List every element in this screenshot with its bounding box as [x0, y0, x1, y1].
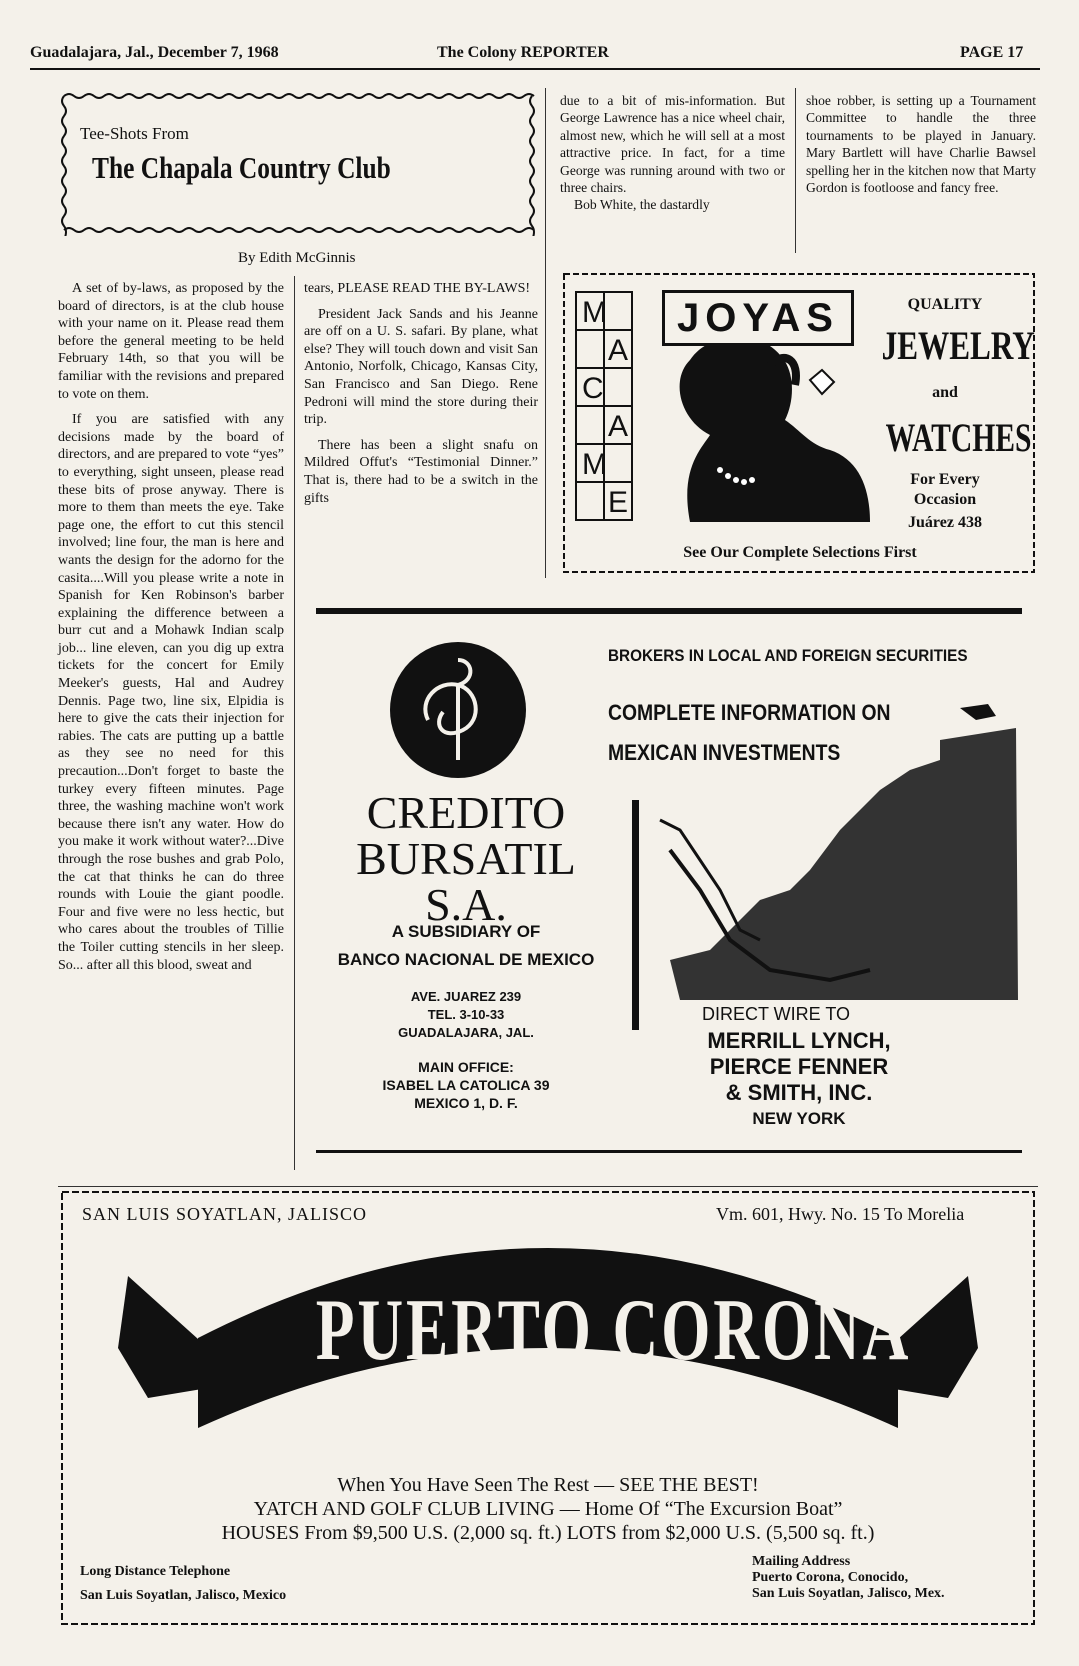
article-column-3	[560, 92, 785, 222]
macame-letter: A	[607, 334, 628, 367]
paragraph: shoe robber, is setting up a Tournament Committee to handle the three tournaments to be played in January. Mary Bartlett will have Charlie Bawsel spelling her in the kitchen now that Marty Gordon is footloose and fancy free.	[806, 93, 1036, 196]
dateline: Guadalajara, Jal., December 7, 1968	[30, 44, 279, 61]
paragraph: due to a bit of mis-information. But George Lawrence has a nice wheel chair, almost new, which he will sell at a most attractive price. In fact, for a time George was running around with two or three chairs.	[560, 93, 785, 196]
credito-address	[316, 988, 616, 1042]
info-line-2: MEXICAN INVESTMENTS	[608, 740, 841, 765]
paragraph: President Jack Sands and his Jeanne are off on a U. S. safari. By plane, what else? They will touch down and visit San Antonio, Norfolk, Chicago, Kansas City, San Francisco and San Diego. Rene Pedroni will mind the store during their trip.	[304, 306, 538, 428]
puerto-phone	[80, 1560, 286, 1608]
firm-line: MERRILL LYNCH,	[707, 1028, 891, 1053]
office-line: ISABEL LA CATOLICA 39	[382, 1077, 550, 1093]
paragraph: A set of by-laws, as proposed by the board of directors, is at the club house with your name on it. Please read them before the general meeting to be held February 14th, so that you will be familiar with the revisions and prepared to vote on them.	[58, 281, 284, 402]
puerto-line-2: YATCH AND GOLF CLUB LIVING — Home Of “The Excursion Boat”	[253, 1498, 843, 1520]
credito-name	[316, 787, 616, 930]
paragraph: There has been a slight snafu on Mildred Offut's “Testimonial Dinner.” That is, there had to be a switch in the gifts	[304, 437, 538, 506]
article-column-4	[806, 92, 1036, 204]
credito-logo	[388, 640, 528, 780]
ad-address: Juárez 438	[908, 514, 982, 531]
column-kicker: Tee-Shots From	[80, 124, 189, 143]
credito-name-line: BURSATIL	[356, 833, 576, 884]
brokers-text: BROKERS IN LOCAL AND FOREIGN SECURITIES	[608, 646, 968, 665]
phone-line: San Luis Soyatlan, Jalisco, Mexico	[80, 1588, 287, 1603]
puerto-line-1: When You Have Seen The Rest — SEE THE BEST!	[337, 1474, 759, 1496]
macame-letter: M	[582, 448, 607, 481]
page-number: PAGE 17	[960, 44, 1024, 61]
ad-occasion: For Every Occasion	[910, 471, 980, 508]
joyas-sign: JOYAS	[662, 290, 854, 346]
macame-letter: M	[582, 296, 607, 329]
macame-letters	[578, 294, 632, 522]
mail-line: San Luis Soyatlan, Jalisco, Mex.	[752, 1586, 945, 1601]
mail-line: Mailing Address	[752, 1554, 851, 1569]
info-line-1: COMPLETE INFORMATION ON	[608, 700, 891, 725]
ad-quality: QUALITY	[907, 296, 983, 313]
paragraph: If you are satisfied with any decisions made by the board of directors, and are prepared to vote “yes” to everything, sight unseen, please read these bits of prose anyway. There is more to them than meets the eye. Take page one, the effort to cut this stencil involved; line four, the man is here and wants the design for the adorno for the casita....Will you please write a note in Spanish for Ken Robinson's barber explaining the difference between a burr cut and a Mohawk Indian scalp job... line eleven, can you dig up extra tickets for the concert for Emily Meeker's guests, Hal and Audrey Dennis. Page two, line six, Elpidia is here to give the cats their injection for rabies. The cats are putting up a battle as they see no need for this precaution...Don't forget to baste the turkey every fifteen minutes. Page three, the washing machine won't work because there isn't any water. How do you make it work without water?...Dive through the rose bushes and grab Polo, the cat that thinks he can do three rounds with Louie the giant poodle. Four and five were no less hectic, but who cares about the troubles of Tillie the Toiler cutting stencils in her sleep. So... after all this blood, sweat and	[58, 412, 284, 973]
puerto-location-left: SAN LUIS SOYATLAN, JALISCO	[82, 1204, 368, 1224]
ad-divider-bar	[632, 800, 639, 1030]
header-rule	[30, 68, 1040, 70]
phone-line: Long Distance Telephone	[80, 1564, 231, 1579]
puerto-location-right: Vm. 601, Hwy. No. 15 To Morelia	[716, 1204, 965, 1224]
ad-watches: WATCHES	[885, 415, 1032, 460]
ad-separator	[58, 1186, 1038, 1187]
column-divider	[545, 88, 546, 578]
article-column-1	[58, 280, 284, 982]
credito-bank: BANCO NACIONAL DE MEXICO	[337, 950, 595, 969]
mail-line: Puerto Corona, Conocido,	[752, 1570, 909, 1585]
ad-top-rule	[316, 608, 1022, 614]
office-line: MAIN OFFICE:	[418, 1059, 514, 1075]
paragraph: tears, PLEASE READ THE BY-LAWS!	[304, 281, 531, 296]
direct-wire: DIRECT WIRE TO	[702, 1004, 851, 1024]
ad-bottom-rule	[316, 1150, 1022, 1153]
office-line: MEXICO 1, D. F.	[414, 1095, 518, 1111]
ad-footer: See Our Complete Selections First	[683, 544, 917, 561]
newspaper-name: The Colony REPORTER	[437, 44, 609, 61]
firm-line: NEW YORK	[752, 1109, 846, 1128]
macame-letter: A	[607, 410, 628, 443]
merrill-lynch	[684, 1028, 914, 1132]
mexico-map	[640, 700, 1020, 1000]
paragraph: Bob White, the dastardly	[574, 197, 710, 213]
column-title: The Chapala Country Club	[92, 150, 391, 185]
puerto-mailing	[752, 1554, 945, 1602]
column-divider	[795, 88, 796, 253]
macame-letter: C	[582, 372, 604, 405]
address-line: TEL. 3-10-33	[427, 1007, 505, 1022]
puerto-banner: PUERTO CORONA	[315, 1282, 912, 1379]
puerto-line-3: HOUSES From $9,500 U.S. (2,000 sq. ft.) LOTS from $2,000 U.S. (5,500 sq. ft.)	[221, 1522, 875, 1544]
ad-and: and	[932, 384, 958, 401]
macame-letter: E	[607, 486, 628, 519]
firm-line: & SMITH, INC.	[725, 1080, 873, 1105]
firm-line: PIERCE FENNER	[709, 1054, 889, 1079]
credito-name-line: CREDITO	[366, 787, 566, 838]
address-line: AVE. JUAREZ 239	[410, 989, 522, 1004]
article-column-2	[304, 280, 538, 515]
column-divider	[294, 276, 295, 1170]
credito-name-line: S.A.	[425, 879, 507, 930]
ad-jewelry: JEWELRY	[881, 323, 1035, 368]
byline: By Edith McGinnis	[238, 250, 356, 266]
credito-main-office	[316, 1058, 616, 1112]
credito-subsidiary: A SUBSIDIARY OF	[391, 922, 541, 941]
address-line: GUADALAJARA, JAL.	[398, 1025, 534, 1040]
